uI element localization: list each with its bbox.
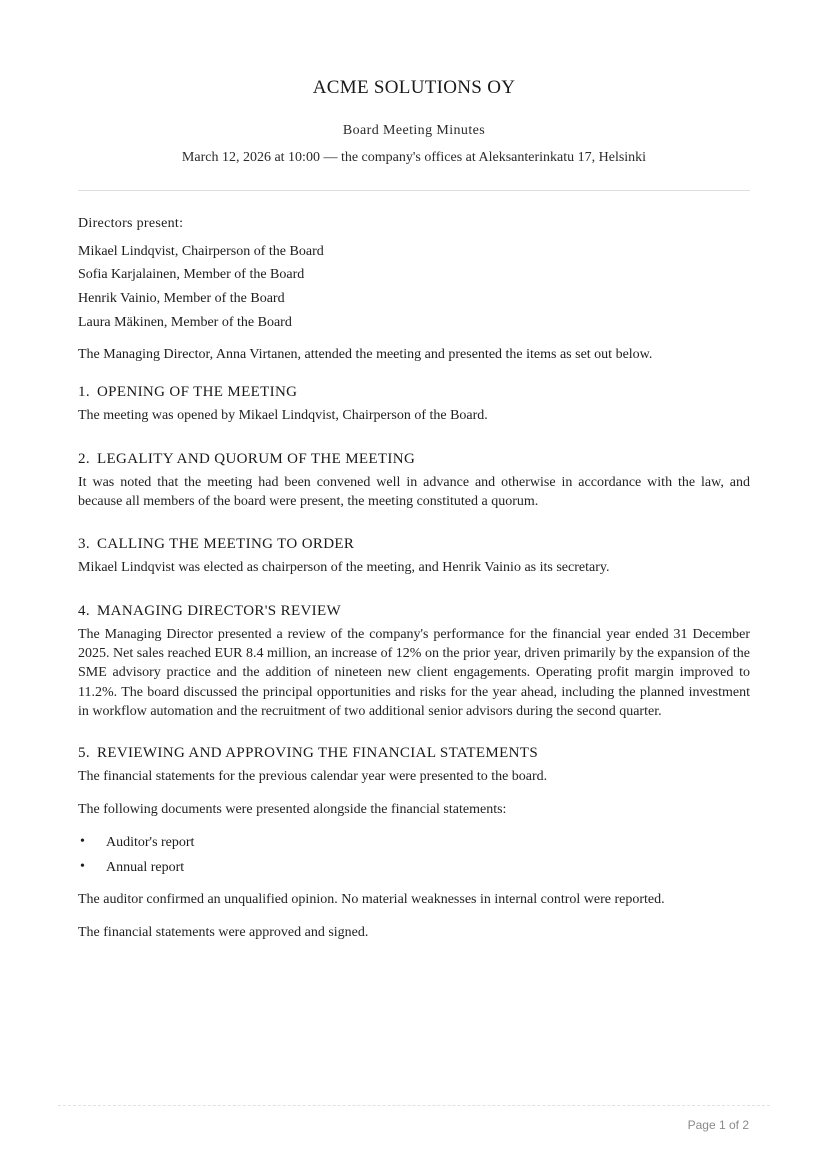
section-title: MANAGING DIRECTOR'S REVIEW [97,603,342,619]
company-name: ACME SOLUTIONS OY [312,77,516,98]
section-paragraph: The financial statements for the previous calendar year were presented to the board. [78,769,548,784]
section-title: CALLING THE MEETING TO ORDER [97,536,355,552]
section-body: The meeting was opened by Mikael Lindqvist, Chairperson of the Board. [78,408,488,423]
section-paragraph: The following documents were presented alongside the financial statements: [78,802,507,817]
director-item: Laura Mäkinen, Member of the Board [78,315,292,330]
section-number: 2. [78,451,90,467]
section-title: OPENING OF THE MEETING [97,384,298,400]
section-paragraph: The auditor confirmed an unqualified opinion. No material weaknesses in internal control were reported. [78,892,665,907]
section-body: Mikael Lindqvist was elected as chairperson of the meeting, and Henrik Vainio as its secretary. [78,560,610,575]
section-title: REVIEWING AND APPROVING THE FINANCIAL STATEMENTS [97,745,539,761]
list-item-text: Annual report [106,860,185,875]
section-heading [78,603,750,620]
section-number: 3. [78,536,90,552]
section-number: 1. [78,384,90,400]
director-item: Henrik Vainio, Member of the Board [78,291,285,306]
bullet-icon: • [80,834,85,849]
section-body: It was noted that the meeting had been convened well in advance and otherwise in accordance with the law, and because all members of the board were present, the meeting constituted a quorum. [78,475,750,510]
section-heading [78,451,750,468]
section-number: 4. [78,603,90,619]
section-heading [78,384,750,401]
section-body: The Managing Director presented a review of the company's performance for the financial year ended 31 December 2025. Net sales reached EUR 8.4 million, an increase of 12% on the prior year, driven primarily by the expansion of the SME advisory practice and the addition of nineteen new client engagements. Operating profit margin improved to 11.2%. The board discussed the principal opportunities and risks for the year ahead, including the planned investment in workflow automation and the recruitment of two additional senior advisors during the second quarter. [78,627,750,719]
list-item-text: Auditor's report [106,835,195,850]
header-divider [78,190,750,191]
section-heading [78,745,750,762]
section-paragraph: The financial statements were approved and signed. [78,925,369,940]
section-heading [78,536,750,553]
section-number: 5. [78,745,90,761]
section-title: LEGALITY AND QUORUM OF THE MEETING [97,451,416,467]
directors-label: Directors present: [78,216,184,231]
footer-divider [58,1105,770,1106]
director-item: Mikael Lindqvist, Chairperson of the Board [78,244,324,259]
bullet-icon: • [80,859,85,874]
meeting-meta: March 12, 2026 at 10:00 — the company's offices at Aleksanterinkatu 17, Helsinki [181,150,647,165]
attendance-note: The Managing Director, Anna Virtanen, attended the meeting and presented the items as set out below. [78,347,653,362]
document-subtitle: Board Meeting Minutes [342,123,486,138]
director-item: Sofia Karjalainen, Member of the Board [78,267,305,282]
page-number: Page 1 of 2 [687,1118,749,1132]
